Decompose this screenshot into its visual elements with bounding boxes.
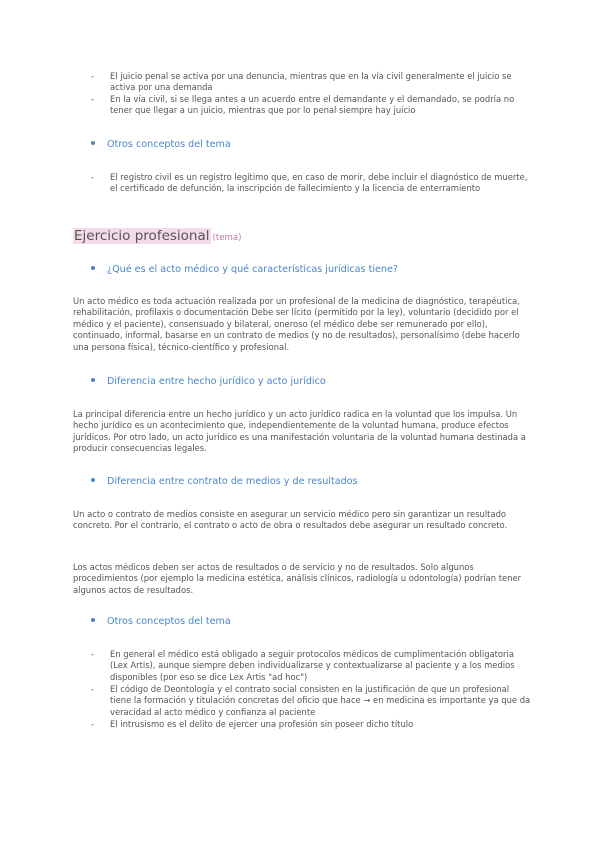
dash-marker: - (91, 71, 95, 81)
paragraph-acto-medico: Un acto médico es toda actuación realizada por un profesional de la medicina de diagnóstico, terapéutica, rehabilitación, profilaxis o documentación Debe ser lícito (permitido por la ley), voluntario (decidido por el médico y el paciente), consensuado y bilateral, oneroso (el médico debe ser remunerado por ello), continuado, informal, basarse en un contrato de medios (y no de resultados), personalísimo (debe hacerlo una persona física), técnico-científico y profesional. (73, 296, 520, 352)
list-item (91, 94, 531, 117)
list-item (91, 172, 531, 195)
section-tag: (tema) (212, 233, 242, 243)
paragraph-contrato-2: Los actos médicos deben ser actos de resultados o de servicio y no de resultados. Solo algunos procedimientos (por ejemplo la medicina estética, análisis clínicos, radiología u odontología) podrían tener algunos actos de resultados. (73, 562, 522, 595)
list-item-text: El juicio penal se activa por una denuncia, mientras que en la vía civil generalmente el juicio se activa por una demanda (110, 71, 512, 93)
dash-marker: - (91, 649, 95, 659)
bullet-dot-icon (91, 266, 95, 270)
list-item-text: El intrusismo es el delito de ejercer una profesión sin poseer dicho título (110, 719, 414, 729)
section-title-text: Ejercicio profesional (74, 228, 210, 244)
list-item-text: En la vía civil, si se llega antes a un acuerdo entre el demandante y el demandado, se podría no tener que llegar a un juicio, mientras que por lo penal siempre hay juicio (110, 94, 515, 116)
dash-marker: - (91, 719, 95, 729)
heading-otros-conceptos-1 (91, 139, 231, 151)
bullet-dot-icon (91, 378, 95, 382)
heading-acto-medico (91, 264, 398, 276)
heading-text: Diferencia entre contrato de medios y de resultados (107, 476, 358, 487)
list-item (91, 649, 531, 683)
list-item-text: El código de Deontología y el contrato social consisten en la justificación de que un profesional tiene la formación y titulación concretas del oficio que hace → en medicina es importante ya que da veracidad al acto médico y confianza al paciente (110, 684, 531, 717)
bullet-dot-icon (91, 141, 95, 145)
dash-marker: - (91, 172, 95, 182)
bullet-dot-icon (91, 618, 95, 622)
bullet-dot-icon (91, 478, 95, 482)
list-item (91, 719, 531, 730)
heading-text: Otros conceptos del tema (107, 616, 231, 627)
heading-contrato-medios (91, 476, 358, 488)
list-item-text: En general el médico está obligado a seguir protocolos médicos de cumplimentación obligatoria (Lex Artis), aunque siempre deben individualizarse y contextualizarse al paciente y a los medios disponibles (por eso se dice Lex Artis "ad hoc") (110, 649, 515, 682)
paragraph-hecho-acto-juridico: La principal diferencia entre un hecho jurídico y un acto jurídico radica en la voluntad que los impulsa. Un hecho jurídico es un acontecimiento que, independientemente de la voluntad humana, produce efectos jurídicos. Por otro lado, un acto jurídico es una manifestación voluntaria de la voluntad humana destinada a producir consecuencias legales. (73, 409, 526, 454)
list-item (91, 684, 531, 718)
heading-text: Otros conceptos del tema (107, 139, 231, 150)
paragraph-contrato-1: Un acto o contrato de medios consiste en asegurar un servicio médico pero sin garantizar un resultado concreto. Por el contrario, el contrato o acto de obra o resultados debe asegurar un resultado concreto. (73, 509, 508, 531)
list-item-text: El registro civil es un registro legítimo que, en caso de morir, debe incluir el diagnóstico de muerte, el certificado de defunción, la inscripción de fallecimiento y la licencia de enterramiento (110, 172, 528, 194)
section-title (73, 228, 242, 246)
heading-otros-conceptos-2 (91, 616, 231, 628)
heading-hecho-acto-juridico (91, 376, 326, 388)
heading-text: ¿Qué es el acto médico y qué características jurídicas tiene? (107, 264, 398, 275)
list-item (91, 71, 531, 94)
heading-text: Diferencia entre hecho jurídico y acto jurídico (107, 376, 326, 387)
dash-marker: - (91, 684, 95, 694)
dash-marker: - (91, 94, 95, 104)
